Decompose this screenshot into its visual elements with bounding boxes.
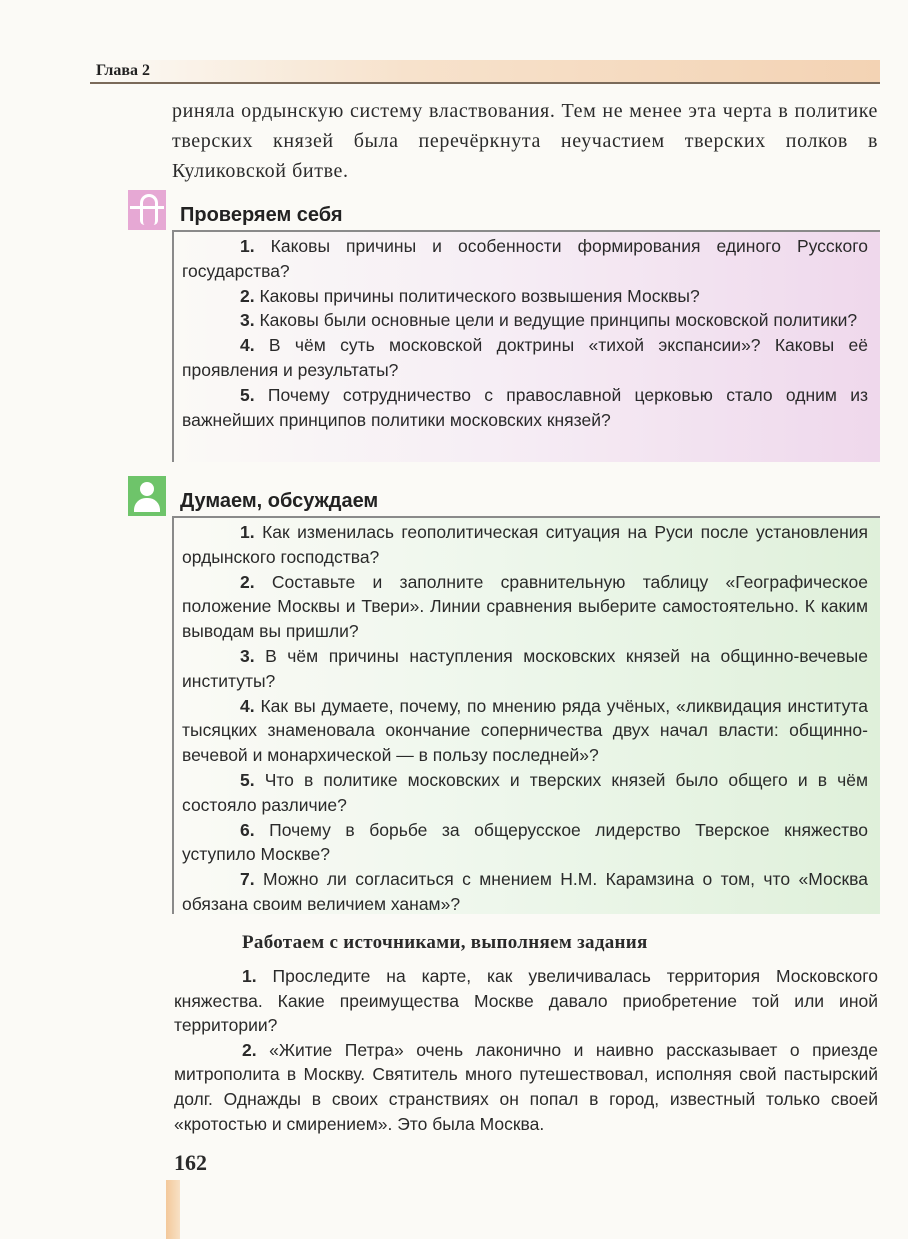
question-mark-icon	[128, 190, 166, 230]
question-item	[182, 333, 868, 383]
question-item	[182, 818, 868, 868]
question-item-number: 7.	[240, 869, 255, 890]
work-section-title: Работаем с источниками, выполняем задания	[242, 932, 648, 953]
page-number: 162	[174, 1150, 207, 1175]
question-item	[182, 694, 868, 768]
question-item-text: В чём причины наступления московских князей на общинно-вечевые институты?	[182, 645, 868, 691]
question-item	[182, 383, 868, 433]
question-item	[182, 234, 868, 284]
question-item-number: 4.	[240, 695, 255, 716]
running-head-bar	[90, 60, 880, 82]
question-item-number: 2.	[240, 285, 255, 306]
question-item-text: Что в политике московских и тверских князей было общего и в чём состояло различие?	[182, 769, 868, 815]
person-icon-body	[134, 498, 160, 512]
question-item-number: 1.	[240, 236, 255, 256]
question-item-text: Каковы причины и особенности формирования единого Русского государства?	[182, 236, 868, 281]
question-item-number: 5.	[240, 384, 255, 405]
question-item-text: Как вы думаете, почему, по мнению ряда учёных, «ликвидация института тысяцких знаменовала окончание соперничества двух начал власти: общинно-вечевой и монархической — в пользу последней»?	[182, 695, 868, 766]
question-item	[182, 867, 868, 917]
task-item-number: 1.	[242, 966, 257, 986]
question-item-text: Как изменилась геополитическая ситуация на Руси после установления ордынского господства?	[182, 522, 868, 567]
discuss-question-list	[182, 520, 868, 917]
question-item	[182, 520, 868, 570]
question-item-number: 1.	[240, 522, 255, 542]
question-item	[182, 284, 868, 309]
check-section-title: Проверяем себя	[180, 204, 343, 226]
task-item-text: Проследите на карте, как увеличивалась территория Московского княжества. Какие преимущества Москве давало приобретение той или иной территории?	[174, 966, 878, 1036]
check-question-list	[182, 234, 868, 432]
check-section-top-rule	[172, 230, 880, 232]
question-item-number: 3.	[240, 310, 255, 331]
question-item-number: 6.	[240, 819, 255, 840]
discuss-section-left-rule	[172, 516, 174, 914]
check-section-left-rule	[172, 230, 174, 462]
running-head-rule	[90, 82, 880, 84]
question-item-number: 5.	[240, 769, 255, 790]
task-item	[174, 964, 878, 1038]
question-item-text: Каковы причины политического возвышения Москвы?	[259, 285, 700, 306]
question-item-text: Составьте и заполните сравнительную таблицу «Географическое положение Москвы и Твери». Линии сравнения выберите самостоятельно. К каким выводам вы пришли?	[182, 571, 868, 642]
chapter-label: Глава 2	[96, 62, 150, 79]
question-item-number: 2.	[240, 571, 255, 592]
discuss-section-top-rule	[172, 516, 880, 518]
question-item	[182, 308, 868, 333]
task-item-text: «Житие Петра» очень лаконично и наивно рассказывает о приезде митрополита в Москву. Святитель много путешествовал, исполняя свой пастырский долг. Однажды в своих странствиях он попал в город, известный только своей «кротостью и смирением». Это была Москва.	[174, 1039, 878, 1134]
discuss-section-title: Думаем, обсуждаем	[180, 490, 379, 512]
question-item	[182, 768, 868, 818]
question-item-text: Почему сотрудничество с православной церковью стало одним из важнейших принципов политики московских князей?	[182, 384, 868, 430]
question-item-number: 3.	[240, 645, 255, 666]
work-task-list	[174, 964, 878, 1136]
task-item	[174, 1038, 878, 1136]
question-item-text: Почему в борьбе за общерусское лидерство Тверское княжество уступило Москве?	[182, 819, 868, 865]
question-item	[182, 644, 868, 694]
question-item-text: Каковы были основные цели и ведущие принципы московской политики?	[259, 310, 858, 331]
question-item-text: Можно ли согласиться с мнением Н.М. Карамзина о том, что «Москва обязана своим величием ханам»?	[182, 869, 868, 914]
person-icon-head	[140, 482, 154, 496]
margin-color-strip	[166, 1180, 180, 1239]
question-item-text: В чём суть московской доктрины «тихой экспансии»? Каковы её проявления и результаты?	[182, 335, 868, 380]
question-item	[182, 570, 868, 644]
question-item-number: 4.	[240, 335, 255, 356]
task-item-number: 2.	[242, 1039, 257, 1060]
intro-paragraph: риняла ордынскую систему властвования. Тем не менее эта черта в политике тверских князей была перечёркнута неучастием тверских полков в Куликовской битве.	[172, 100, 878, 182]
person-icon	[128, 476, 166, 516]
